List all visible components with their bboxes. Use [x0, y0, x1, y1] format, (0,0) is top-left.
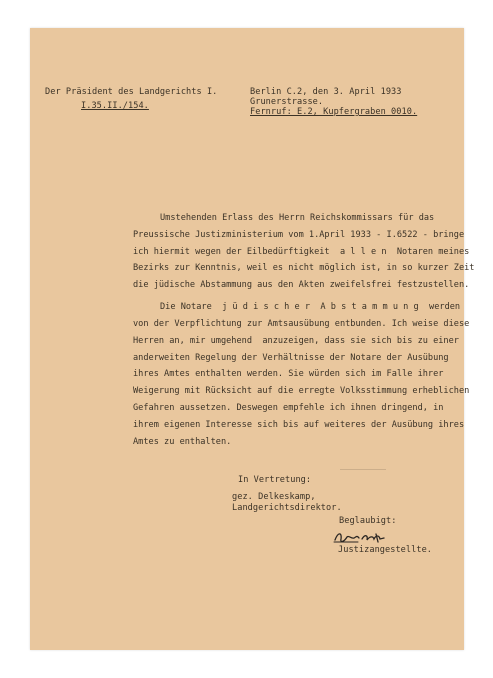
body-line: ihres Amtes enthalten werden. Sie würden sich im Falle ihrer	[133, 369, 444, 379]
phone: Fernruf: E.2, Kupfergraben 0010.	[250, 107, 418, 117]
clerk-title: Justizangestellte.	[338, 545, 433, 555]
body-line: ihrem eigenen Interesse sich bis auf weiteres der Ausübung ihres	[133, 420, 465, 430]
body-line: anderweiten Regelung der Verhältnisse der Notare der Ausübung	[133, 353, 449, 363]
faded-stamp	[340, 469, 386, 480]
body-line: die jüdische Abstammung aus den Akten zweifelsfrei festzustellen.	[133, 280, 470, 290]
body-line: Gefahren aussetzen. Deswegen empfehle ich ihnen dringend, in	[133, 403, 444, 413]
body-line: Preussische Justizministerium vom 1.April 1933 - I.6522 - bringe	[133, 230, 465, 240]
body-line: Weigerung mit Rücksicht auf die erregte Volksstimmung erheblichen	[133, 386, 470, 396]
reference-number: I.35.II./154.	[81, 101, 149, 111]
signed-title: Landgerichtsdirektor.	[232, 503, 342, 513]
issuer: Der Präsident des Landgerichts I.	[45, 87, 218, 97]
certified-label: Beglaubigt:	[339, 516, 397, 526]
body-line: Bezirks zur Kenntnis, weil es nicht möglich ist, in so kurzer Zeit	[133, 263, 475, 273]
body-line: Die Notare j ü d i s c h e r A b s t a m m u n g werden	[160, 302, 461, 312]
body-line: Amtes zu enthalten.	[133, 437, 232, 447]
place-date: Berlin C.2, den 3. April 1933	[250, 87, 402, 97]
street: Grunerstrasse.	[250, 97, 324, 107]
body-line: Umstehenden Erlass des Herrn Reichskommissars für das	[160, 213, 435, 223]
body-line: Herren an, mir umgehend anzuzeigen, dass sie sich bis zu einer	[133, 336, 459, 346]
signed-name: gez. Delkeskamp,	[232, 492, 316, 502]
body-line: von der Verpflichtung zur Amtsausübung entbunden. Ich weise diese	[133, 319, 470, 329]
body-line: ich hiermit wegen der Eilbedürftigkeit a l l e n Notaren meines	[133, 247, 470, 257]
in-vertretung: In Vertretung:	[238, 475, 312, 485]
